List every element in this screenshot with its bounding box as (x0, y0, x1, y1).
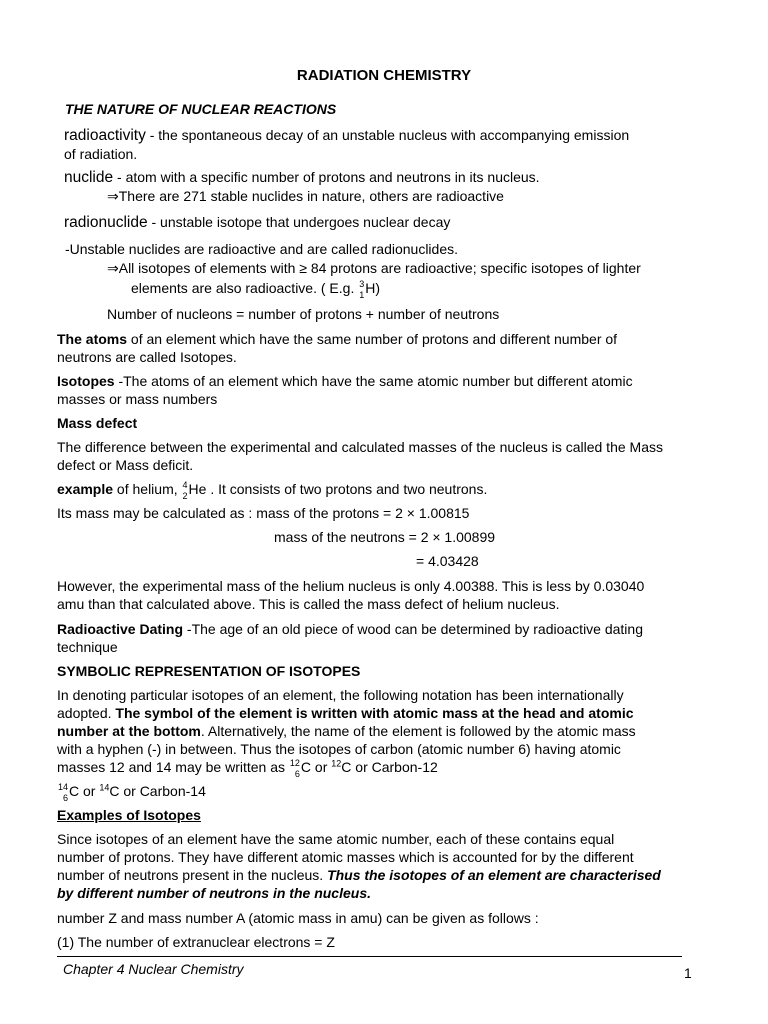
mass-defect-line2: defect or Mass deficit. (57, 457, 194, 473)
term-radioactivity: radioactivity (64, 127, 146, 144)
symbolic-line1: In denoting particular isotopes of an element, the following notation has been internationally (57, 687, 624, 703)
experimental-line1: However, the experimental mass of the helium nucleus is only 4.00388. This is less by 0.03040 (57, 578, 645, 594)
nuclide-def-text: - atom with a specific number of protons and neutrons in its nucleus. (113, 169, 540, 185)
page-title: RADIATION CHEMISTRY (296, 67, 472, 84)
examples-line6: (1) The number of extranuclear electrons = Z (57, 934, 335, 950)
helium-number: 2 (182, 491, 188, 501)
atoms-paragraph (57, 330, 617, 348)
carbon12-number: 6 (294, 769, 300, 779)
radioactivity-def-text: - the spontaneous decay of an unstable nucleus with accompanying emission (145, 127, 630, 143)
or-text: or (311, 759, 332, 775)
symbolic-line4: with a hyphen (-) in between. Thus the isotopes of carbon (atomic number 6) having atomic (57, 741, 621, 757)
footer-rule (57, 956, 682, 957)
carbon-symbol: C (300, 759, 312, 775)
tritium-mass: 3 (359, 279, 365, 289)
symbolic-line3 (57, 722, 636, 740)
symbolic-text: masses 12 and 14 may be written as (57, 759, 289, 775)
radionuclide-note2 (131, 279, 381, 300)
carbon14-name: C or Carbon-14 (109, 783, 206, 799)
carbon14-number: 6 (63, 793, 69, 803)
radionuclide-def-text: - unstable isotope that undergoes nuclear decay (147, 214, 451, 230)
radioactivity-definition (64, 126, 629, 145)
dating-bold: Radioactive Dating (57, 621, 184, 637)
implies-arrow-icon: ⇒ (107, 260, 119, 276)
example-pre: of helium, (113, 481, 182, 497)
carbon14-notation (57, 782, 69, 803)
nuclide-definition (64, 168, 540, 187)
dating-text: -The age of an old piece of wood can be determined by radioactive dating (183, 621, 643, 637)
examples-emphasis: Thus the isotopes of an element are characterised (327, 867, 661, 883)
calc-total: = 4.03428 (416, 553, 479, 569)
example-bold: example (57, 481, 114, 497)
dating-paragraph-cont: technique (57, 639, 118, 655)
atoms-bold: The atoms (57, 331, 128, 347)
examples-line4: by different number of neutrons in the nucleus. (57, 885, 371, 901)
carbon12-sup: 12 (331, 758, 342, 769)
experimental-line2: amu than that calculated above. This is called the mass defect of helium nucleus. (57, 596, 560, 612)
mass-defect-line1: The difference between the experimental and calculated masses of the nucleus is called the Mass (57, 439, 663, 455)
section-heading-nature: THE NATURE OF NUCLEAR REACTIONS (65, 101, 337, 117)
radionuclide-definition (64, 213, 450, 232)
symbolic-bold-cont: number at the bottom (57, 723, 201, 739)
radioactivity-definition-cont: of radiation. (64, 146, 138, 162)
symbolic-line5 (57, 758, 438, 779)
dating-paragraph (57, 620, 643, 638)
symbolic-line6 (57, 782, 206, 803)
note2-close: ) (375, 280, 381, 296)
symbolic-text: adopted. (57, 705, 116, 721)
carbon12-mass: 12 (289, 758, 300, 768)
examples-line2: number of protons. They have different atomic masses which is accounted for by the different (57, 849, 634, 865)
heading-examples: Examples of Isotopes (57, 807, 201, 823)
isotopes-text: -The atoms of an element which have the same atomic number but different atomic (114, 373, 633, 389)
isotopes-paragraph (57, 372, 633, 390)
helium-mass: 4 (182, 480, 188, 490)
examples-line3 (57, 866, 661, 884)
atoms-text: of an element which have the same number of protons and different number of (127, 331, 618, 347)
carbon14-or: C or (69, 783, 100, 799)
helium-notation (182, 480, 189, 501)
examples-line1: Since isotopes of an element have the same atomic number, each of these contains equal (57, 831, 615, 847)
radionuclide-note1 (107, 259, 641, 277)
examples-text: number of neutrons present in the nucleus. (57, 867, 328, 883)
footer-chapter: Chapter 4 Nuclear Chemistry (63, 961, 244, 977)
symbolic-text-cont: . Alternatively, the name of the element is followed by the atomic mass (200, 723, 636, 739)
heading-symbolic: SYMBOLIC REPRESENTATION OF ISOTOPES (57, 663, 361, 679)
isotopes-paragraph-cont: masses or mass numbers (57, 391, 218, 407)
symbolic-line2 (57, 704, 634, 722)
example-post: . It consists of two protons and two neutrons. (206, 481, 488, 497)
helium-example (57, 480, 488, 501)
nuclide-note (107, 187, 504, 205)
carbon12-notation (289, 758, 301, 779)
examples-line5: number Z and mass number A (atomic mass in amu) can be given as follows : (57, 910, 539, 926)
carbon14-sup: 14 (99, 782, 110, 793)
radionuclide-line2: -Unstable nuclides are radioactive and are called radionuclides. (65, 241, 459, 257)
term-radionuclide: radionuclide (64, 214, 148, 231)
calc-protons: Its mass may be calculated as : mass of the protons = 2 × 1.00815 (57, 505, 470, 521)
radionuclide-note1-text: All isotopes of elements with ≥ 84 protons are radioactive; specific isotopes of lighter (118, 260, 641, 276)
implies-arrow-icon: ⇒ (107, 188, 119, 204)
term-nuclide: nuclide (64, 169, 114, 186)
tritium-notation (358, 279, 365, 300)
page-number: 1 (684, 965, 692, 981)
heading-mass-defect: Mass defect (57, 415, 138, 431)
isotopes-bold: Isotopes (57, 373, 115, 389)
calc-neutrons: mass of the neutrons = 2 × 1.00899 (274, 529, 496, 545)
tritium-symbol: H (365, 280, 376, 296)
symbolic-bold: The symbol of the element is written with atomic mass at the head and atomic (115, 705, 634, 721)
nucleons-equation: Number of nucleons = number of protons + number of neutrons (107, 306, 500, 322)
helium-symbol: He (188, 481, 207, 497)
nuclide-note-text: There are 271 stable nuclides in nature, others are radioactive (118, 188, 504, 204)
carbon12-name: C or Carbon-12 (341, 759, 438, 775)
carbon14-mass: 14 (58, 782, 69, 792)
tritium-number: 1 (359, 290, 365, 300)
atoms-paragraph-cont: neutrons are called Isotopes. (57, 349, 237, 365)
note2-text: elements are also radioactive. ( E.g. (131, 280, 359, 296)
